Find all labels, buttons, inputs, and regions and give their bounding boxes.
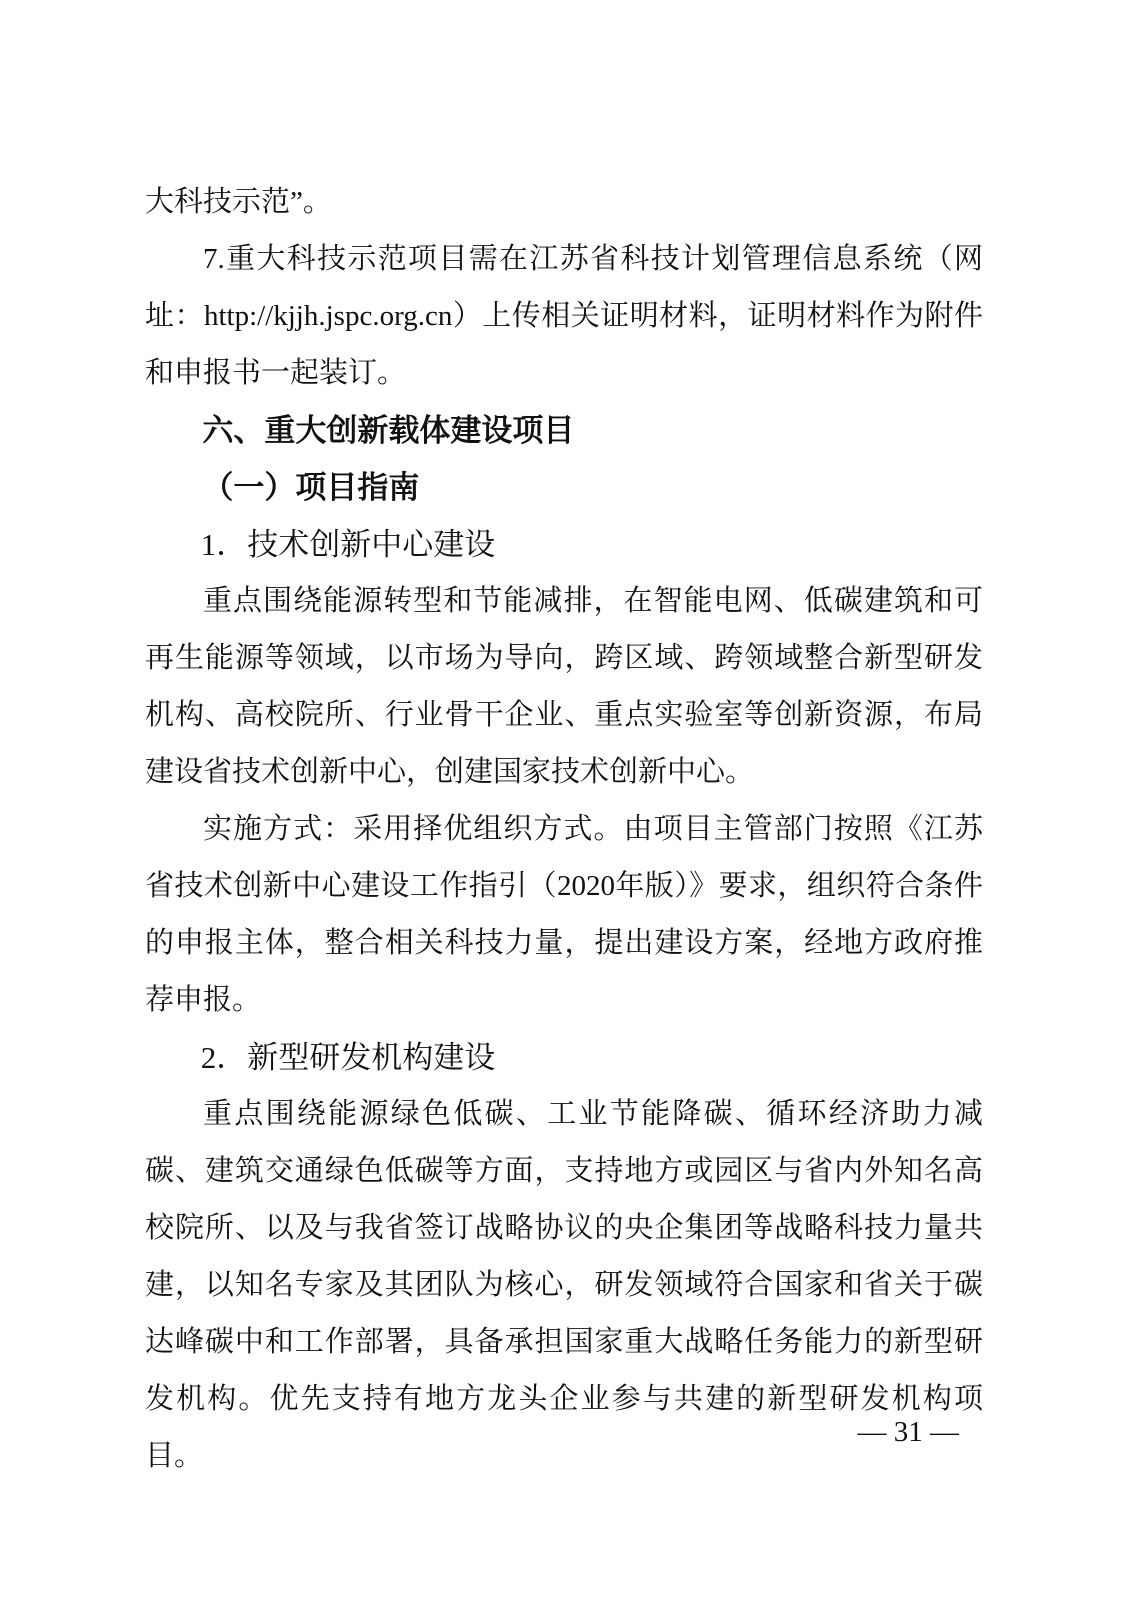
page-number: — 31 — xyxy=(857,1416,959,1448)
paragraph-tech-innovation-center: 重点围绕能源转型和节能减排，在智能电网、低碳建筑和可再生能源等领域，以市场为导向，跨区域、跨领域整合新型研发机构、高校院所、行业骨干企业、重点实验室等创新资源，布局建设省技术创新中心，创建国家技术创新中心。 xyxy=(145,585,983,788)
paragraph-implementation-method: 实施方式：采用择优组织方式。由项目主管部门按照《江苏省技术创新中心建设工作指引（2020年版）》要求，组织符合条件的申报主体，整合相关科技力量，提出建设方案，经地方政府推荐申报。 xyxy=(145,813,983,1016)
page-content xyxy=(145,174,983,1485)
heading-section-six: 六、重大创新载体建设项目 xyxy=(202,413,575,448)
heading-item-1-tech-innovation-center: 1．技术创新中心建设 xyxy=(200,527,496,562)
paragraph-item-7: 7.重大科技示范项目需在江苏省科技计划管理信息系统（网址：http://kjjh.jspc.org.cn）上传相关证明材料，证明材料作为附件和申报书一起装订。 xyxy=(145,243,983,389)
paragraph-continuation: 大科技示范”。 xyxy=(145,186,332,218)
paragraph-new-rd-institution: 重点围绕能源绿色低碳、工业节能降碳、循环经济助力减碳、建筑交通绿色低碳等方面，支持地方或园区与省内外知名高校院所、以及与我省签订战略协议的央企集团等战略科技力量共建，以知名专家及其团队为核心，研发领域符合国家和省关于碳达峰碳中和工作部署，具备承担国家重大战略任务能力的新型研发机构。优先支持有地方龙头企业参与共建的新型研发机构项目。 xyxy=(145,1098,983,1472)
heading-item-2-new-rd-institution: 2．新型研发机构建设 xyxy=(200,1040,496,1075)
heading-subsection-one: （一）项目指南 xyxy=(202,470,420,505)
